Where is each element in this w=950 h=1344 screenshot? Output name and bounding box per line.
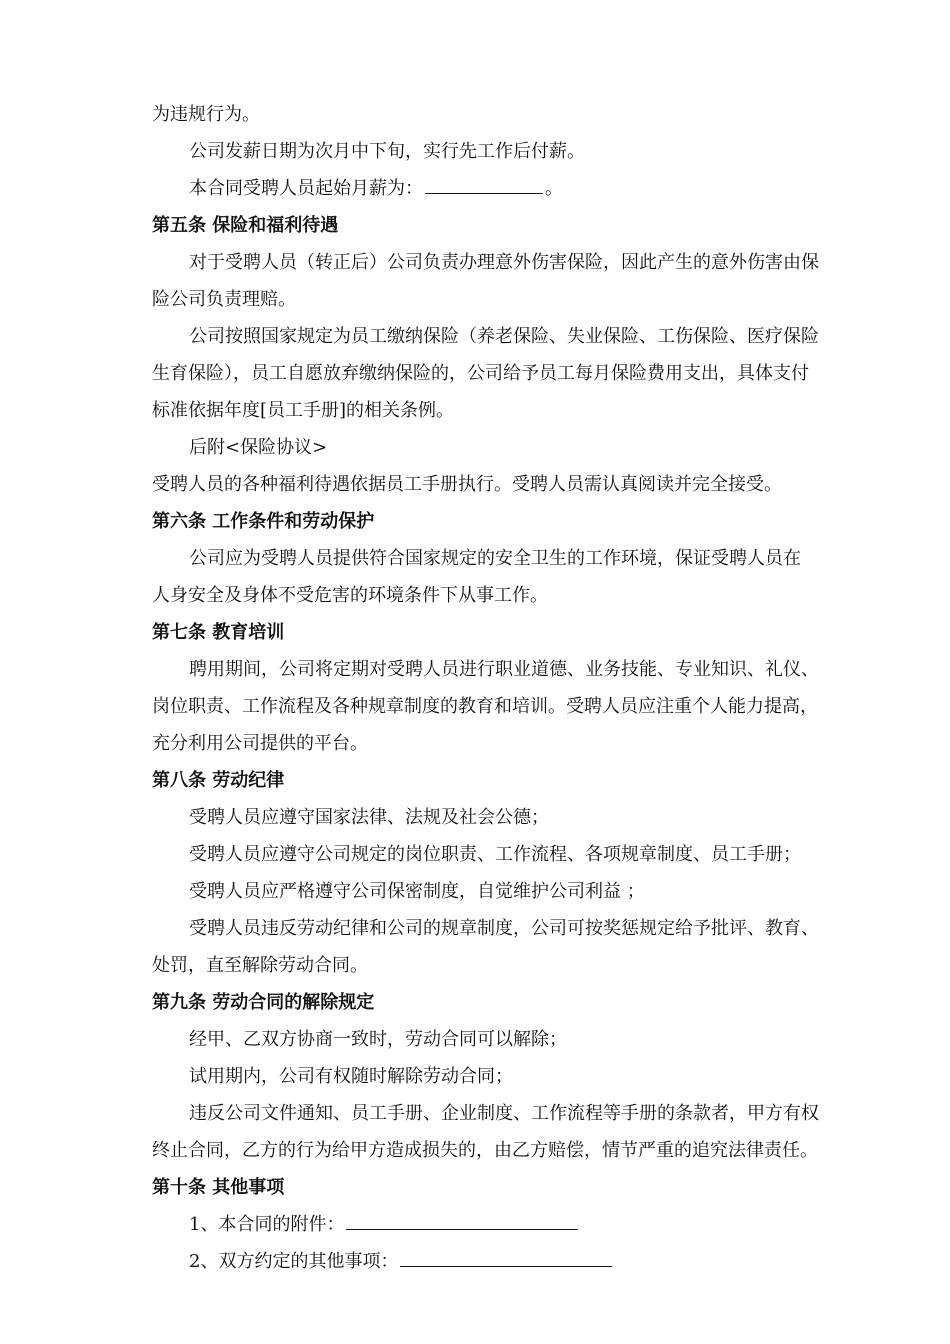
paragraph-line: 为违规行为。	[152, 104, 260, 125]
article-7-heading: 第七条 教育培训	[152, 622, 285, 643]
salary-line	[152, 170, 840, 207]
other-matters-label: 2、双方约定的其他事项：	[189, 1251, 399, 1272]
paragraph-line: 充分利用公司提供的平台。	[152, 733, 368, 754]
article-10-heading: 第十条 其他事项	[152, 1177, 285, 1198]
paragraph-line: 受聘人员应遵守公司规定的岗位职责、工作流程、各项规章制度、员工手册；	[189, 844, 801, 865]
paragraph-line: 标准依据年度[员工手册]的相关条例。	[152, 400, 455, 421]
salary-label: 本合同受聘人员起始月薪为：	[189, 178, 423, 199]
salary-end: 。	[545, 178, 563, 199]
paragraph-line: 聘用期间，公司将定期对受聘人员进行职业道德、业务技能、专业知识、礼仪、	[189, 659, 819, 680]
paragraph-line: 岗位职责、工作流程及各种规章制度的教育和培训。受聘人员应注重个人能力提高，	[152, 696, 818, 717]
paragraph-line: 公司应为受聘人员提供符合国家规定的安全卫生的工作环境，保证受聘人员在	[189, 548, 801, 569]
article-6-heading: 第六条 工作条件和劳动保护	[152, 511, 375, 532]
paragraph-line: 违反公司文件通知、员工手册、企业制度、工作流程等手册的条款者，甲方有权	[189, 1103, 819, 1124]
paragraph-line: 受聘人员应遵守国家法律、法规及社会公德；	[189, 807, 549, 828]
paragraph-line: 处罚，直至解除劳动合同。	[152, 955, 368, 976]
paragraph-line: 生育保险），员工自愿放弃缴纳保险的，公司给予员工每月保险费用支出，具体支付	[152, 363, 809, 384]
paragraph-line: 试用期内，公司有权随时解除劳动合同；	[189, 1066, 513, 1087]
other-matters-blank	[400, 1246, 612, 1267]
paragraph-line: 公司发薪日期为次月中下旬，实行先工作后付薪。	[189, 141, 585, 162]
paragraph-line: 经甲、乙双方协商一致时，劳动合同可以解除；	[189, 1029, 567, 1050]
article-8-heading: 第八条 劳动纪律	[152, 770, 285, 791]
attachment-line	[152, 1206, 840, 1243]
paragraph-line: 后附<保险协议>	[189, 437, 328, 458]
paragraph-line: 终止合同，乙方的行为给甲方造成损失的，由乙方赔偿，情节严重的追究法律责任。	[152, 1140, 818, 1161]
paragraph-line: 受聘人员违反劳动纪律和公司的规章制度，公司可按奖惩规定给予批评、教育、	[189, 918, 819, 939]
paragraph-line: 人身安全及身体不受危害的环境条件下从事工作。	[152, 585, 548, 606]
salary-blank	[425, 173, 543, 194]
attachment-label: 1、本合同的附件：	[189, 1214, 345, 1235]
paragraph-line: 受聘人员应严格遵守公司保密制度，自觉维护公司利益 ；	[189, 881, 645, 902]
article-5-heading: 第五条 保险和福利待遇	[152, 215, 339, 236]
attachment-blank	[346, 1209, 578, 1230]
other-matters-line	[152, 1243, 840, 1280]
paragraph-line: 受聘人员的各种福利待遇依据员工手册执行。受聘人员需认真阅读并完全接受。	[152, 474, 782, 495]
paragraph-line: 对于受聘人员（转正后）公司负责办理意外伤害保险，因此产生的意外伤害由保	[189, 252, 819, 273]
article-9-heading: 第九条 劳动合同的解除规定	[152, 992, 375, 1013]
paragraph-line: 险公司负责理赔。	[152, 289, 296, 310]
paragraph-line: 公司按照国家规定为员工缴纳保险（养老保险、失业保险、工伤保险、医疗保险	[189, 326, 819, 347]
document-body	[152, 96, 840, 1280]
